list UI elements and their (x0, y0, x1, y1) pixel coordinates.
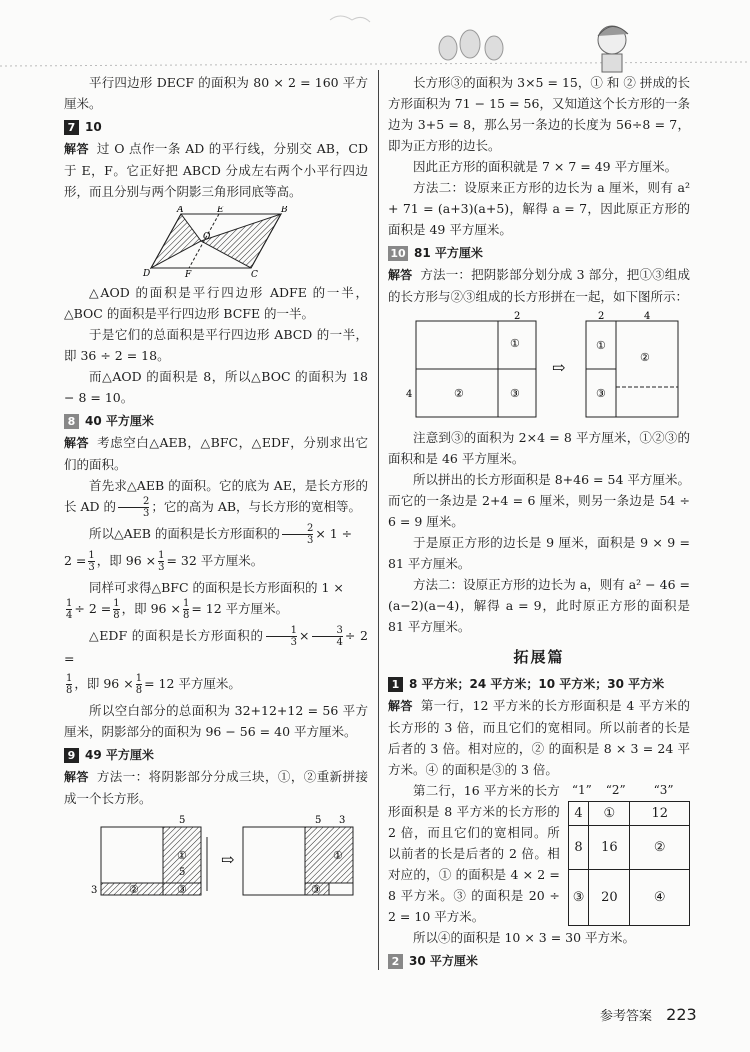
q10-fig-label-c1: ① (510, 337, 520, 350)
grid-header-3: “3” (653, 783, 674, 797)
grid-cell: ② (630, 826, 690, 870)
q8-p8a: ，即 96 × (74, 676, 134, 691)
q8-solution-label: 解答 (64, 436, 90, 450)
q9-fig2-label-c1: ① (333, 849, 343, 862)
e1-grid (568, 780, 690, 927)
fig7-label-o: O (203, 232, 211, 242)
q10-fig2-label-2: 2 (598, 311, 605, 322)
q8-p1: 考虑空白△AEB，△BFC，△EDF，分别求出它们的面积。 (64, 435, 368, 472)
e1-p2: 第二行，16 平方米的长方形面积是 8 平方米的长方形的 2 倍，而且它们的宽相同。所以前者的长是后者的 2 倍。相对应的，① 的面积是 4 × 2 = 8 平方米。③ 的面积是 20 ÷ 2 = 10 平方米。 (388, 783, 560, 924)
e1-number: 1 (388, 677, 403, 692)
q10-header (388, 243, 690, 264)
q8-p7b: × (299, 628, 310, 643)
q10-p3: 所以拼出的长方形面积是 8+46 = 54 平方厘米。而它的一条边是 2+4 = 6 厘米，则另一条边是 54 ÷ 6 = 9 厘米。 (388, 472, 690, 529)
footer-label: 参考答案 (600, 1009, 653, 1024)
fraction-1-8: $\frac{1}{8}$ (182, 598, 190, 621)
q9-fig2-label-5: 5 (315, 815, 322, 826)
q10-p2: 注意到③的面积为 2×4 = 8 平方厘米，①②③的面积和是 46 平方厘米。 (388, 430, 690, 466)
fig7-label-f: F (185, 270, 192, 278)
q9-fig-label-c1: ① (177, 849, 187, 862)
grid-cell: ① (589, 802, 630, 826)
q9-p1: 方法一：将阴影部分分成三块，①，②重新拼接成一个长方形。 (64, 769, 368, 806)
column-divider (378, 70, 379, 970)
q7-p3: 于是它们的总面积是平行四边形 ABCD 的一半，即 36 ÷ 2 = 18。 (64, 327, 368, 363)
q10-p1: 方法一：把阴影部分划分成 3 部分，把①③组成的长方形与②③组成的长方形拼在一起，如下图所示： (388, 267, 690, 304)
q9-answer: 49 平方厘米 (85, 748, 154, 762)
fraction-2-3: $\frac{2}{3}$ (282, 523, 313, 546)
arrow-icon: ⇨ (552, 358, 566, 377)
fraction-1-8: $\frac{1}{8}$ (135, 673, 143, 696)
fraction-1-3: $\frac{1}{3}$ (88, 550, 95, 573)
fraction-1-8: $\frac{1}{8}$ (113, 598, 120, 621)
e1-solution-label: 解答 (388, 699, 413, 713)
q10-fig-label-4: 4 (406, 389, 413, 400)
q7-number: 7 (64, 120, 79, 135)
grid-header-2: “2” (605, 783, 626, 797)
fig7-label-d: D (143, 269, 151, 278)
q9-fig-label-5-mid: 5 (179, 867, 186, 878)
q8-p6b: ，即 96 × (121, 601, 181, 616)
fraction-1-8: $\frac{1}{8}$ (66, 673, 73, 696)
q8-p9: 所以空白部分的总面积为 32+12+12 = 56 平方厘米，阴影部分的面积为 96 − 56 = 40 平方厘米。 (64, 703, 368, 739)
section-title: 拓展篇 (513, 648, 565, 666)
fraction-2-3: $\frac{2}{3}$ (118, 496, 149, 519)
q9-fig-label-c2: ② (129, 883, 139, 896)
e1-p1: 第一行，12 平方米的长方形面积是 4 平方米的长方形的 3 倍，而且它们的宽相同。所以前者的长是后者的 3 倍。相对应的，② 的面积是 8 × 3 = 24 平方米。④ 的面积是③的 3 倍。 (388, 698, 690, 777)
e1-row (388, 780, 690, 927)
q9-fig2-label-3: 3 (339, 815, 346, 826)
q10-fig2-label-4: 4 (644, 311, 651, 322)
grid-cell: ③ (568, 870, 588, 926)
q8-p2b: ；它的高为 AB，与长方形的宽相等。 (151, 499, 362, 514)
e1-p3: 所以④的面积是 10 × 3 = 30 平方米。 (413, 930, 636, 945)
q7-header (64, 117, 368, 138)
grid-cell: 20 (589, 870, 630, 926)
q10-fig-label-c2: ② (454, 387, 464, 400)
q8-p3b: × 1 ÷ (315, 526, 353, 541)
q8-p4b: ，即 96 × (96, 553, 157, 568)
grid-header-1: “1” (571, 783, 592, 797)
grid-cell: 12 (630, 802, 690, 826)
tree-icon (439, 30, 503, 60)
q9-number: 9 (64, 748, 79, 763)
q10-fig2-label-c2: ② (640, 351, 650, 364)
fraction-1-3: $\frac{1}{3}$ (266, 625, 297, 648)
grid-cell: ④ (630, 870, 690, 926)
q8-p2a: 首先求△AEB 的面积。它的底为 AE，是长方形的长 AD 的 (64, 478, 368, 514)
q8-p6a: ÷ 2 = (74, 601, 112, 616)
q9-fig2-label-c3: ③ (311, 883, 321, 896)
q8-header (64, 411, 368, 432)
q8-number: 8 (64, 414, 79, 429)
right-column (388, 72, 690, 972)
fraction-1-3: $\frac{1}{3}$ (158, 550, 165, 573)
q10-number: 10 (388, 246, 408, 261)
e1-header (388, 674, 690, 695)
q7-p2: △AOD 的面积是平行四边形 ADFE 的一半，△BOC 的面积是平行四边形 BCFE 的一半。 (64, 285, 368, 321)
q9-fig-label-c3: ③ (177, 883, 187, 896)
fraction-3-4: $\frac{3}{4}$ (312, 625, 343, 648)
q8-p6c: = 12 平方厘米。 (191, 601, 289, 616)
q10-figure (394, 311, 684, 423)
fig7-label-a: A (177, 206, 184, 215)
q8-p4a: 2 = (64, 553, 87, 568)
q9-fig-label-5-top: 5 (179, 815, 186, 826)
q10-solution-label: 解答 (388, 268, 413, 282)
e2-answer: 30 平方厘米 (409, 954, 478, 968)
q8-p8b: = 12 平方厘米。 (144, 676, 241, 691)
q9-figure (71, 813, 361, 913)
cartoon-child-icon (598, 26, 628, 72)
grid-cell: 16 (589, 826, 630, 870)
q9-fig-label-3: 3 (91, 885, 98, 896)
parallelogram-figure (141, 206, 291, 278)
q7-solution-label: 解答 (64, 142, 89, 156)
q10-fig2-label-c1: ① (596, 339, 606, 352)
e2-header (388, 951, 690, 972)
page-footer (600, 1005, 697, 1024)
right-p3: 方法二：设原来正方形的边长为 a 厘米，则有 a² + 71 = (a+3)(a+5)，解得 a = 7，因此原正方形的面积是 49 平方厘米。 (388, 180, 690, 237)
q7-p4: 而△AOD 的面积是 8，所以△BOC 的面积为 18 − 8 = 10。 (64, 369, 368, 405)
grid-cell: 4 (568, 802, 588, 826)
e1-answer: 8 平方米；24 平方米；10 平方米；30 平方米 (409, 677, 665, 691)
fig7-label-b: B (281, 206, 288, 215)
header-decoration (0, 0, 750, 80)
q10-answer: 81 平方厘米 (414, 246, 483, 260)
q8-answer: 40 平方厘米 (85, 414, 154, 428)
e2-number: 2 (388, 954, 403, 969)
page-number: 223 (666, 1005, 697, 1024)
left-column (64, 72, 368, 917)
right-p1: 长方形③的面积为 3×5 = 15，① 和 ② 拼成的长方形面积为 71 − 15 = 56，又知道这个长方形的一条边为 3+5 = 8，那么另一条边的长度为 56÷8 = 7，即为正方形的边长。 (388, 75, 690, 153)
arrow-icon: ⇨ (221, 850, 235, 869)
intro-text: 平行四边形 DECF 的面积为 80 × 2 = 160 平方厘米。 (64, 75, 368, 111)
q8-p4c: = 32 平方厘米。 (166, 553, 264, 568)
q8-p7a: △EDF 的面积是长方形面积的 (89, 628, 264, 643)
right-p2: 因此正方形的面积就是 7 × 7 = 49 平方厘米。 (413, 159, 678, 174)
q8-p7c: ÷ 2 = (64, 628, 368, 666)
area-grid (568, 801, 690, 926)
q7-answer: 10 (85, 120, 102, 134)
q10-p4: 于是原正方形的边长是 9 厘米，面积是 9 × 9 = 81 平方厘米。 (388, 535, 690, 571)
q7-p1: 过 O 点作一条 AD 的平行线，分别交 AB，CD 于 E，F。它正好把 ABCD 分成左右两个小平行四边形，而且分别与两个阴影三角形同底等高。 (64, 141, 368, 199)
q8-p3a: 所以△AEB 的面积是长方形面积的 (89, 526, 280, 541)
fig7-label-c: C (251, 270, 258, 278)
q10-p5: 方法二：设原正方形的边长为 a，则有 a² − 46 = (a−2)(a−4)，解得 a = 9，此时原正方形的面积是 81 平方厘米。 (388, 577, 690, 634)
q10-fig-label-c3: ③ (510, 387, 520, 400)
fig7-label-e: E (217, 206, 224, 215)
q10-fig2-label-c3: ③ (596, 387, 606, 400)
fraction-1-4: $\frac{1}{4}$ (66, 598, 73, 621)
grid-cell: 8 (568, 826, 588, 870)
q9-solution-label: 解答 (64, 770, 89, 784)
q8-p5a: 同样可求得△BFC 的面积是长方形面积的 1 × (89, 580, 344, 595)
q10-fig-label-2: 2 (514, 311, 521, 322)
q9-header (64, 745, 368, 766)
